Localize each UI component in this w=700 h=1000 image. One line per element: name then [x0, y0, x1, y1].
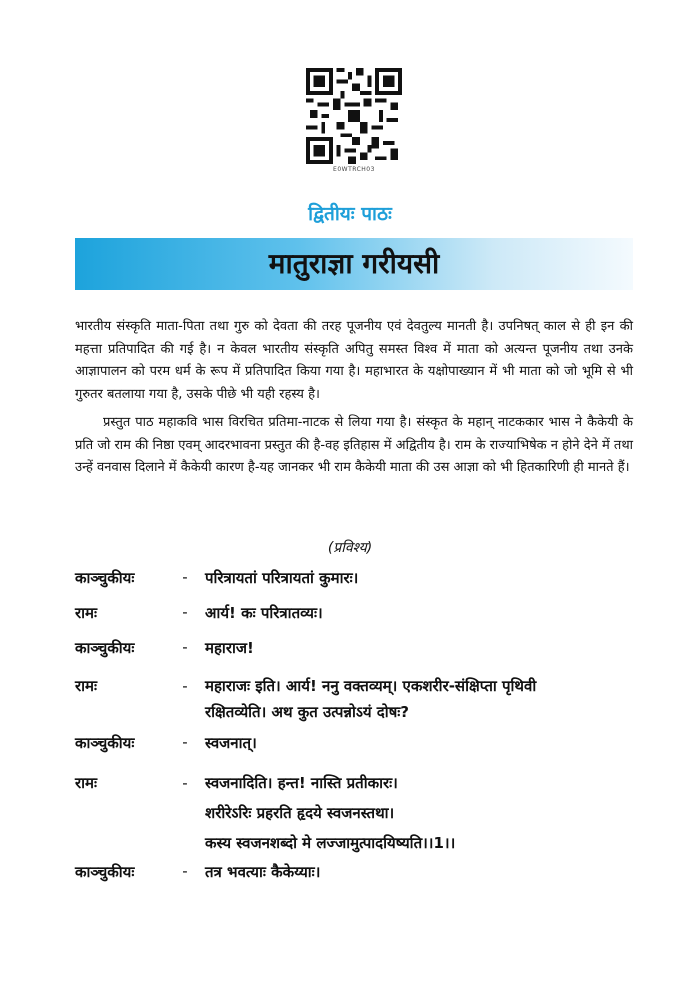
qr-code-image — [306, 68, 402, 164]
dash: - — [182, 862, 188, 880]
speaker: काञ्चुकीयः — [75, 863, 135, 881]
speaker: काञ्चुकीयः — [75, 569, 135, 587]
speech-text: महाराजः इति। आर्य! ननु वक्तव्यम्। एकशरीर-संक्षिप्ता पृथिवी — [205, 677, 537, 695]
speech-text: स्वजनात्। — [205, 734, 257, 752]
stage-direction: (प्रविश्य) — [327, 540, 373, 556]
dialogue-line — [75, 568, 635, 603]
dash: - — [182, 568, 188, 586]
speech-text: परित्रायतां परित्रायतां कुमारः। — [205, 569, 359, 587]
dialogue-line — [75, 673, 635, 733]
dash: - — [182, 677, 188, 695]
dialogue — [75, 568, 635, 897]
speaker: रामः — [75, 677, 98, 695]
speech-text: महाराज! — [205, 639, 254, 657]
lesson-title: मातुराज्ञा गरीयसी — [268, 247, 440, 280]
dash: - — [182, 774, 188, 792]
dash: - — [182, 638, 188, 656]
intro-paragraph-2: प्रस्तुत पाठ महाकवि भास विरचित प्रतिमा-नाटक से लिया गया है। संस्कृत के महान् नाटककार भास ने कैकेयी के प्रति जो राम की निष्ठा एवम् आदरभावना प्रस्तुत की है-वह इतिहास में अद्वितीय है। राम के राज्याभिषेक न होने देने में तथा उन्हें वनवास दिलाने में कैकेयी कारण है-यह जानकर भी राम कैकेयी माता की उस आज्ञा को भी हितकारिणी ही मानते हैं। — [75, 415, 633, 475]
lesson-number: द्वितीयः पाठः — [308, 203, 392, 225]
speaker: रामः — [75, 604, 98, 622]
dialogue-line — [75, 638, 635, 673]
speech-text: आर्य! कः परित्रातव्यः। — [205, 604, 323, 622]
verse-line: कस्य स्वजनशब्दो मे लज्जामुत्पादयिष्यति।।1।। — [205, 834, 456, 852]
dash: - — [182, 733, 188, 751]
dialogue-line — [75, 733, 635, 768]
intro-paragraph-1: भारतीय संस्कृति माता-पिता तथा गुरु को देवता की तरह पूजनीय एवं देवतुल्य मानती है। उपनिषत् काल से ही इन की महत्ता प्रतिपादित की गई है। न केवल भारतीय संस्कृति अपितु समस्त विश्व में माता को अत्यन्त पूजनीय तथा उनके आज्ञापालन को परम धर्म के रूप में प्रतिपादित किया गया है। महाभारत के यक्षोपाख्यान में भी माता को जो भूमि से भी गुरुतर बतलाया गया है, उसके पीछे भी यही रहस्य है। — [75, 319, 633, 402]
qr-code-label: E0WTRCH03 — [333, 166, 375, 173]
speech-text: स्वजनादिति। हन्त! नास्ति प्रतीकारः। — [205, 774, 398, 792]
verse-line: शरीरेऽरिः प्रहरति हृदये स्वजनस्तथा। — [205, 804, 395, 822]
speech-text: रक्षितव्येति। अथ कुत उत्पन्नोऽयं दोषः? — [205, 703, 410, 721]
dash: - — [182, 603, 188, 621]
dialogue-line — [75, 768, 635, 862]
speech-text: तत्र भवत्याः कैकेय्याः। — [205, 863, 321, 881]
dialogue-line — [75, 603, 635, 638]
dialogue-line — [75, 862, 635, 897]
introduction — [75, 316, 633, 486]
speaker: काञ्चुकीयः — [75, 734, 135, 752]
qr-code-block — [304, 68, 404, 173]
title-banner — [75, 238, 633, 290]
speaker: काञ्चुकीयः — [75, 639, 135, 657]
speaker: रामः — [75, 774, 98, 792]
